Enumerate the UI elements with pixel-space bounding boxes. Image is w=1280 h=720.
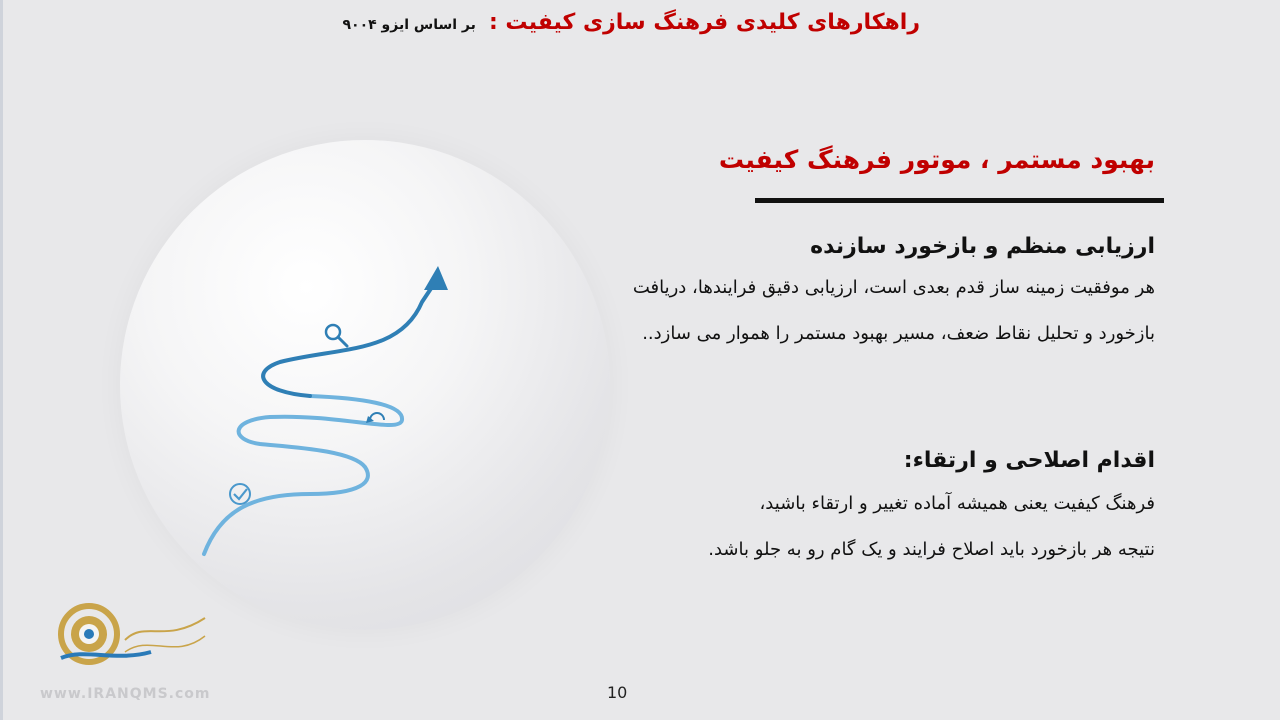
section-heading: بهبود مستمر ، موتور فرهنگ کیفیت	[718, 145, 1155, 174]
improvement-path-illustration	[190, 262, 460, 562]
slide-left-border	[0, 0, 3, 720]
magnifier-icon	[326, 325, 347, 346]
block-line: فرهنگ کیفیت یعنی همیشه آماده تغییر و ارتقاء باشید،	[759, 493, 1155, 514]
website-url: www.IRANQMS.com	[40, 686, 211, 702]
refresh-icon	[366, 413, 384, 423]
content-block-evaluation	[470, 234, 1155, 357]
page-title-main: راهکارهای کلیدی فرهنگ سازی کیفیت :	[488, 10, 920, 35]
page-number: 10	[607, 683, 628, 702]
block-heading: ارزیابی منظم و بازخورد سازنده	[810, 234, 1155, 259]
winding-path-dark	[263, 284, 434, 396]
iranqms-logo	[55, 600, 215, 680]
content-block-corrective-action	[470, 448, 1155, 573]
block-line: هر موفقیت زمینه ساز قدم بعدی است، ارزیابی دقیق فرایندها، دریافت	[632, 277, 1155, 298]
page-title	[342, 10, 920, 44]
check-icon	[230, 484, 250, 504]
block-line: نتیجه هر بازخورد باید اصلاح فرایند و یک گام رو به جلو باشد.	[708, 539, 1155, 560]
block-line: بازخورد و تحلیل نقاط ضعف، مسیر بهبود مستمر را هموار می سازد..	[642, 323, 1155, 344]
arrow-up-icon	[424, 266, 448, 290]
heading-underline	[755, 198, 1164, 203]
block-heading: اقدام اصلاحی و ارتقاء:	[903, 448, 1155, 473]
page-title-subtitle: بر اساس ایزو ۹۰۰۴	[342, 17, 476, 33]
